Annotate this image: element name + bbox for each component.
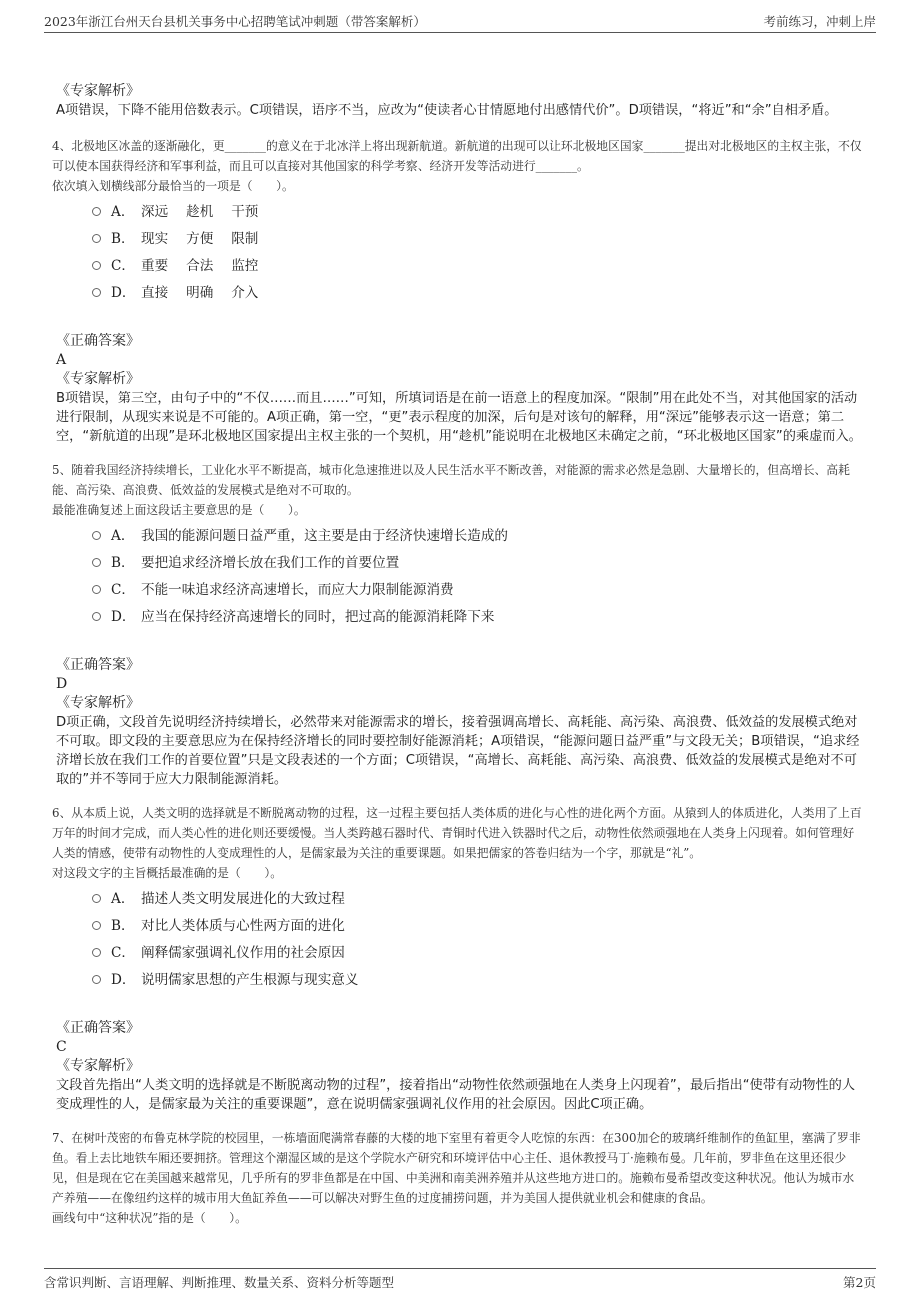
option-text: 直接 明确 介入	[141, 284, 259, 301]
correct-answer-label: 《正确答案》	[56, 657, 140, 673]
radio-icon[interactable]	[92, 612, 101, 621]
option-a[interactable]: A． 描述人类文明发展进化的大致过程	[92, 883, 862, 910]
explanation: 文段首先指出“人类文明的选择就是不断脱离动物的过程”，接着指出“动物性依然顽强地在人类身上闪现着”，最后指出“使带有动物性的人变成理性的人，是儒家最为关注的重要课题”，意在说明儒家强调礼仪作用的社会原因。因此C项正确。	[56, 1078, 856, 1112]
option-d[interactable]: D． 直接 明确 介入	[92, 277, 862, 304]
explanation: D项正确，文段首先说明经济持续增长，必然带来对能源需求的增长，接着强调高增长、高耗能、高污染、高浪费、低效益的发展模式绝对不可取。即文段的主要意思应为在保持经济增长的同时要控制好能源消耗；A项错误，“能源问题日益严重”与文段无关；B项错误，“追求经济增长放在我们工作的首要位置”只是文段表述的一个方面；C项错误，“高增长、高耗能、高污染、高浪费、低效益的发展模式是绝对不可取的”并不等同于应大力限制能源消耗。	[56, 715, 860, 787]
page-number: 第2页	[843, 1275, 876, 1290]
header-slogan: 考前练习，冲刺上岸	[763, 14, 876, 29]
expert-analysis-label: 《专家解析》	[56, 695, 140, 711]
radio-icon[interactable]	[92, 207, 101, 216]
option-d[interactable]: D． 说明儒家思想的产生根源与现实意义	[92, 964, 862, 991]
option-text: 不能一味追求经济高速增长，而应大力限制能源消费	[141, 581, 454, 598]
radio-icon[interactable]	[92, 975, 101, 984]
question-7	[52, 1128, 862, 1228]
page-content	[52, 48, 862, 1228]
correct-answer: D	[56, 676, 68, 692]
option-list	[92, 883, 862, 991]
option-text: 说明儒家思想的产生根源与现实意义	[141, 971, 359, 988]
question-6	[52, 803, 862, 1114]
option-d[interactable]: D． 应当在保持经济高速增长的同时，把过高的能源消耗降下来	[92, 601, 862, 628]
prev-explanation: A项错误，下降不能用倍数表示。C项错误，语序不当，应改为“使读者心甘情愿地付出感情代价”。D项错误，“将近”和“余”自相矛盾。	[56, 103, 838, 118]
radio-icon[interactable]	[92, 894, 101, 903]
option-text: 对比人类体质与心性两方面的进化	[141, 917, 345, 934]
option-c[interactable]: C． 阐释儒家强调礼仪作用的社会原因	[92, 937, 862, 964]
radio-icon[interactable]	[92, 921, 101, 930]
option-text: 要把追求经济增长放在我们工作的首要位置	[141, 554, 400, 571]
question-prompt: 依次填入划横线部分最恰当的一项是（ ）。	[52, 179, 294, 193]
expert-analysis-label: 《专家解析》	[56, 371, 140, 387]
expert-analysis-label: 《专家解析》	[56, 83, 140, 99]
radio-icon[interactable]	[92, 531, 101, 540]
question-stem: 4、北极地区冰盖的逐渐融化，更_______的意义在于北冰洋上将出现新航道。新航道的出现可以让环北极地区国家_______提出对北极地区的主权主张，不仅可以使本国获得经济和军事利益，而且可以直接对其他国家的科学考察、经济开发等活动进行_______。	[52, 139, 862, 173]
radio-icon[interactable]	[92, 948, 101, 957]
explanation: B项错误，第三空，由句子中的“不仅……而且……”可知，所填词语是在前一语意上的程度加深。“限制”用在此处不当，对其他国家的活动进行限制，从现实来说是不可能的。A项正确，第一空，“更”表示程度的加深，后句是对该句的解释，用“深远”能够表示这一语意；第二空，“新航道的出现”是环北极地区国家提出主权主张的一个契机，用“趁机”能说明在北极地区未确定之前，“环北极地区国家”的乘虚而入。	[56, 391, 862, 444]
radio-icon[interactable]	[92, 558, 101, 567]
radio-icon[interactable]	[92, 261, 101, 270]
option-c[interactable]: C． 重要 合法 监控	[92, 250, 862, 277]
option-b[interactable]: B． 要把追求经济增长放在我们工作的首要位置	[92, 547, 862, 574]
page-header	[44, 10, 876, 33]
question-prompt: 画线句中“这种状况”指的是（ ）。	[52, 1211, 247, 1225]
question-stem: 7、在树叶茂密的布鲁克林学院的校园里，一栋墙面爬满常春藤的大楼的地下室里有着更令人吃惊的东西：在300加仑的玻璃纤维制作的鱼缸里，塞满了罗非鱼。看上去比地铁车厢还要拥挤。管理这个潮湿区域的是这个学院水产研究和环境评估中心主任、退休教授马丁·施赖布曼。几年前，罗非鱼在这里还很少见，但是现在它在美国越来越常见，几乎所有的罗非鱼都是在中国、中美洲和南美洲养殖并从这些地方进口的。施赖布曼希望改变这种状况。他认为城市水产养殖——在像纽约这样的城市用大鱼缸养鱼——可以解决对野生鱼的过度捕捞问题，并为美国人提供就业机会和健康的食品。	[52, 1131, 861, 1205]
option-list	[92, 196, 862, 304]
document-title: 2023年浙江台州天台县机关事务中心招聘笔试冲刺题（带答案解析）	[44, 14, 426, 29]
option-text: 现实 方便 限制	[141, 230, 259, 247]
page-footer	[44, 1268, 876, 1291]
option-a[interactable]: A． 深远 趁机 干预	[92, 196, 862, 223]
option-text: 重要 合法 监控	[141, 257, 259, 274]
question-stem: 5、随着我国经济持续增长，工业化水平不断提高，城市化急速推进以及人民生活水平不断改善，对能源的需求必然是急剧、大量增长的，但高增长、高耗能、高污染、高浪费、低效益的发展模式是绝对不可取的。	[52, 463, 850, 497]
footer-note: 含常识判断、言语理解、判断推理、数量关系、资料分析等题型	[44, 1275, 395, 1290]
option-b[interactable]: B． 现实 方便 限制	[92, 223, 862, 250]
option-text: 我国的能源问题日益严重，这主要是由于经济快速增长造成的	[141, 527, 509, 544]
option-text: 描述人类文明发展进化的大致过程	[141, 890, 345, 907]
question-prompt: 最能准确复述上面这段话主要意思的是（ ）。	[52, 503, 306, 517]
option-c[interactable]: C． 不能一味追求经济高速增长，而应大力限制能源消费	[92, 574, 862, 601]
option-a[interactable]: A． 我国的能源问题日益严重，这主要是由于经济快速增长造成的	[92, 520, 862, 547]
option-text: 应当在保持经济高速增长的同时，把过高的能源消耗降下来	[141, 608, 495, 625]
radio-icon[interactable]	[92, 585, 101, 594]
option-text: 深远 趁机 干预	[141, 203, 259, 220]
question-4	[52, 136, 862, 446]
option-list	[92, 520, 862, 628]
correct-answer: A	[56, 352, 67, 368]
option-b[interactable]: B． 对比人类体质与心性两方面的进化	[92, 910, 862, 937]
correct-answer-label: 《正确答案》	[56, 1020, 140, 1036]
correct-answer: C	[56, 1039, 67, 1055]
option-text: 阐释儒家强调礼仪作用的社会原因	[141, 944, 345, 961]
radio-icon[interactable]	[92, 288, 101, 297]
radio-icon[interactable]	[92, 234, 101, 243]
expert-analysis-label: 《专家解析》	[56, 1058, 140, 1074]
question-stem: 6、从本质上说，人类文明的选择就是不断脱离动物的过程，这一过程主要包括人类体质的进化与心性的进化两个方面。从猿到人的体质进化，人类用了上百万年的时间才完成，而人类心性的进化则还要缓慢。当人类跨越石器时代、青铜时代进入铁器时代之后，动物性依然顽强地在人类身上闪现着。如何管理好人类的情感，使带有动物性的人变成理性的人，是儒家最为关注的重要课题。如果把儒家的答卷归结为一个字，那就是“礼”。	[52, 806, 862, 860]
question-5	[52, 460, 862, 789]
correct-answer-label: 《正确答案》	[56, 333, 140, 349]
question-prompt: 对这段文字的主旨概括最准确的是（ ）。	[52, 866, 283, 880]
